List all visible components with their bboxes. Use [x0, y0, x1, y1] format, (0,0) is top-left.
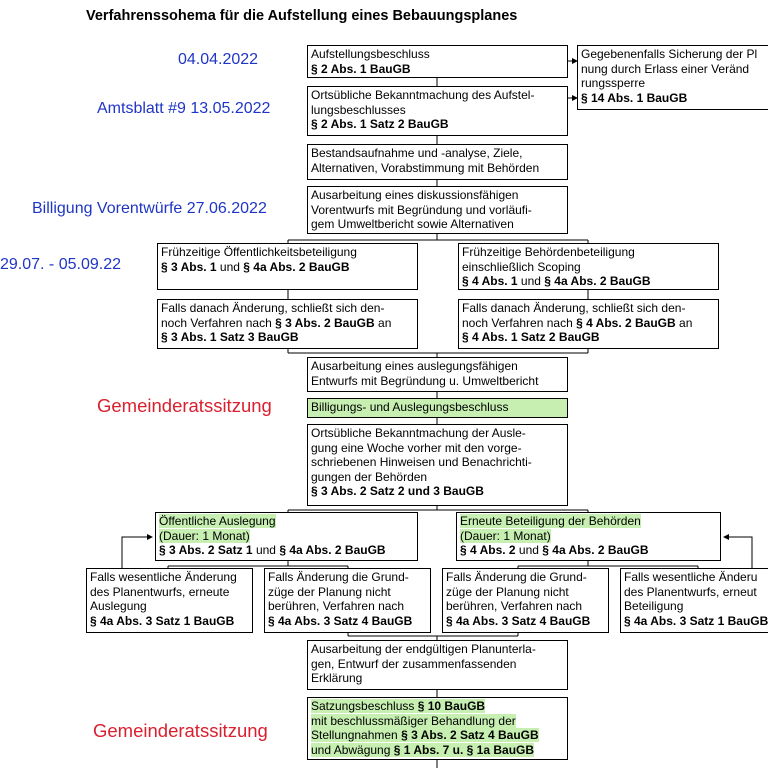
box-text: Billigungs- und Auslegungsbeschluss	[311, 400, 509, 414]
box-text: schriebenen Hinweisen und Benachrichti-	[311, 455, 532, 469]
box-text: Falls Änderung die Grund-	[446, 570, 587, 584]
step-grundzuege-rechts	[442, 568, 609, 633]
legal-reference: § 3 Abs. 1 Satz 3 BauGB	[161, 330, 299, 344]
box-text: Falls danach Änderung, schließt sich den-	[462, 301, 686, 315]
legal-reference: § 4a Abs. 2 BauGB	[544, 274, 651, 288]
box-text: und	[515, 543, 543, 557]
legal-reference: § 4 Abs. 1	[462, 274, 518, 288]
legal-reference: § 4a Abs. 2 BauGB	[542, 543, 649, 557]
step-fruehzeitige-oeffentlichkeitsbeteiligung	[157, 243, 418, 290]
box-text: Alternativen, Vorabstimmung mit Behörden	[311, 160, 540, 175]
box-text: an	[374, 315, 392, 330]
box-text: Falls Änderung die Grund-	[268, 570, 409, 584]
box-text: Falls wesentliche Änderung	[90, 570, 237, 584]
legal-reference: § 4a Abs. 3 Satz 4 BauGB	[268, 613, 413, 628]
legal-reference: § 4a Abs. 2 BauGB	[243, 259, 350, 274]
step-vorentwurf	[307, 186, 568, 234]
step-erneute-beteiligung	[620, 568, 768, 633]
box-text: Ausarbeitung eines diskussionsfähigen	[311, 188, 519, 202]
box-text: Aufstellungsbeschluss	[311, 47, 430, 61]
box-text: des Planentwurfs, erneute	[90, 584, 230, 599]
box-text: lungsbeschlusses	[311, 102, 406, 117]
box-text: Beteiligung	[624, 599, 684, 613]
box-text: gen, Entwurf der zusammenfassenden	[311, 656, 517, 671]
step-erneute-auslegung	[86, 568, 253, 633]
box-text: Ausarbeitung der endgültigen Planunterla-	[311, 642, 536, 656]
step-aufstellungsbeschluss	[307, 45, 568, 78]
step-fruehzeitige-behoerdenbeteiligung	[458, 243, 719, 290]
step-satzungsbeschluss	[307, 697, 568, 760]
legal-reference: § 4 Abs. 2 BauGB	[576, 315, 676, 330]
box-text: und	[252, 543, 280, 557]
legal-reference: § 3 Abs. 2 Satz 4 BauGB	[401, 728, 539, 742]
box-text: berühren, Verfahren nach	[446, 599, 583, 613]
box-text: Frühzeitige Öffentlichkeitsbeteiligung	[161, 245, 357, 259]
box-text: Ausarbeitung eines auslegungsfähigen	[311, 359, 518, 373]
legal-reference: § 4a Abs. 2 BauGB	[279, 543, 386, 557]
box-text: und Abwägung	[311, 742, 394, 757]
council-meeting-note: Gemeinderatssitzung	[93, 720, 268, 741]
box-text: Ortsübliche Bekanntmachung der Ausle-	[311, 426, 526, 440]
step-endgueltige-planunterlagen	[307, 640, 568, 690]
legal-reference: § 4 Abs. 1 Satz 2 BauGB	[462, 330, 600, 344]
legal-reference: § 4a Abs. 3 Satz 4 BauGB	[446, 613, 591, 628]
box-text: und	[517, 274, 545, 288]
council-meeting-note: Gemeinderatssitzung	[97, 395, 272, 416]
box-text: Erneute Beteiligung der Behörden	[460, 514, 641, 528]
box-text: Entwurfs mit Begründung u. Umweltbericht	[311, 373, 539, 388]
step-erneute-behoerdenbeteiligung	[456, 512, 721, 561]
box-text: nung durch Erlass einer Veränd	[581, 61, 750, 76]
box-text: noch Verfahren nach	[161, 315, 276, 330]
step-bekanntmachung-auslegung	[307, 424, 568, 506]
legal-reference: § 3 Abs. 2 BauGB	[275, 315, 375, 330]
box-text: und	[216, 259, 244, 274]
legal-reference: § 4a Abs. 3 Satz 1 BauGB	[624, 613, 768, 628]
legal-reference: § 4 Abs. 2	[460, 543, 516, 557]
step-aenderung-oeffentlichkeit	[157, 299, 418, 349]
step-oeffentliche-auslegung	[155, 512, 418, 561]
box-text: Satzungsbeschluss	[311, 699, 418, 713]
box-text: an	[675, 315, 693, 330]
legal-reference: § 3 Abs. 2 Satz 2 und 3 BauGB	[311, 484, 484, 498]
box-text: Gegebenenfalls Sicherung der Pl	[581, 47, 758, 61]
box-text: gung eine Woche vorher mit den vorge-	[311, 440, 522, 455]
box-text: Falls danach Änderung, schließt sich den-	[161, 301, 385, 315]
box-text: (Dauer: 1 Monat)	[460, 528, 551, 543]
box-text: Stellungnahmen	[311, 728, 402, 742]
box-text: einschließlich Scoping	[462, 259, 581, 274]
box-text: Vorentwurfs mit Begründung und vorläufi-	[311, 202, 532, 217]
box-text: gem Umweltbericht sowie Alternativen	[311, 217, 514, 231]
box-text: des Planentwurfs, erneut	[624, 584, 757, 599]
legal-reference: § 3 Abs. 2 Satz 1	[159, 543, 253, 557]
date-note: Billigung Vorentwürfe 27.06.2022	[32, 200, 267, 217]
step-bekanntmachung-aufstellung	[307, 86, 568, 136]
box-text: züge der Planung nicht	[446, 584, 569, 599]
step-aenderung-behoerden	[458, 299, 719, 349]
legal-reference: § 1 Abs. 7 u. § 1a BauGB	[393, 742, 535, 757]
legal-reference: § 14 Abs. 1 BauGB	[581, 90, 688, 105]
box-text: züge der Planung nicht	[268, 584, 391, 599]
box-text: Ortsübliche Bekanntmachung des Aufstel-	[311, 88, 535, 102]
box-text: rungssperre	[581, 76, 646, 90]
step-billigungsbeschluss	[307, 398, 568, 418]
step-bestandsaufnahme	[307, 144, 568, 180]
legal-reference: § 2 Abs. 1 BauGB	[311, 61, 411, 76]
box-text: noch Verfahren nach	[462, 315, 577, 330]
box-text: mit beschlussmäßiger Behandlung der	[311, 713, 516, 728]
box-text: (Dauer: 1 Monat)	[159, 528, 250, 543]
legal-reference: § 4a Abs. 3 Satz 1 BauGB	[90, 613, 235, 628]
box-text: Öffentliche Auslegung	[159, 514, 276, 528]
box-text: Falls wesentliche Änderu	[624, 570, 758, 584]
diagram-title: Verfahrenssohema für die Aufstellung eines Bebauungsplanes	[86, 8, 518, 24]
box-text: berühren, Verfahren nach	[268, 599, 405, 613]
box-text: gungen der Behörden	[311, 469, 428, 484]
legal-reference: § 3 Abs. 1	[161, 259, 217, 274]
box-text: Auslegung	[90, 599, 147, 613]
box-text: Erklärung	[311, 671, 363, 685]
box-text: Bestandsaufnahme und -analyse, Ziele,	[311, 146, 523, 160]
date-note: 04.04.2022	[178, 51, 259, 68]
date-note: Amtsblatt #9 13.05.2022	[97, 100, 271, 117]
step-veraenderungssperre	[577, 45, 768, 110]
step-grundzuege-links	[264, 568, 431, 633]
date-note: 29.07. - 05.09.22	[0, 256, 121, 273]
legal-reference: § 2 Abs. 1 Satz 2 BauGB	[311, 117, 449, 131]
box-text: Frühzeitige Behördenbeteiligung	[462, 245, 635, 259]
step-auslegungsfaehiger-entwurf	[307, 357, 568, 392]
legal-reference: § 10 BauGB	[417, 699, 486, 713]
